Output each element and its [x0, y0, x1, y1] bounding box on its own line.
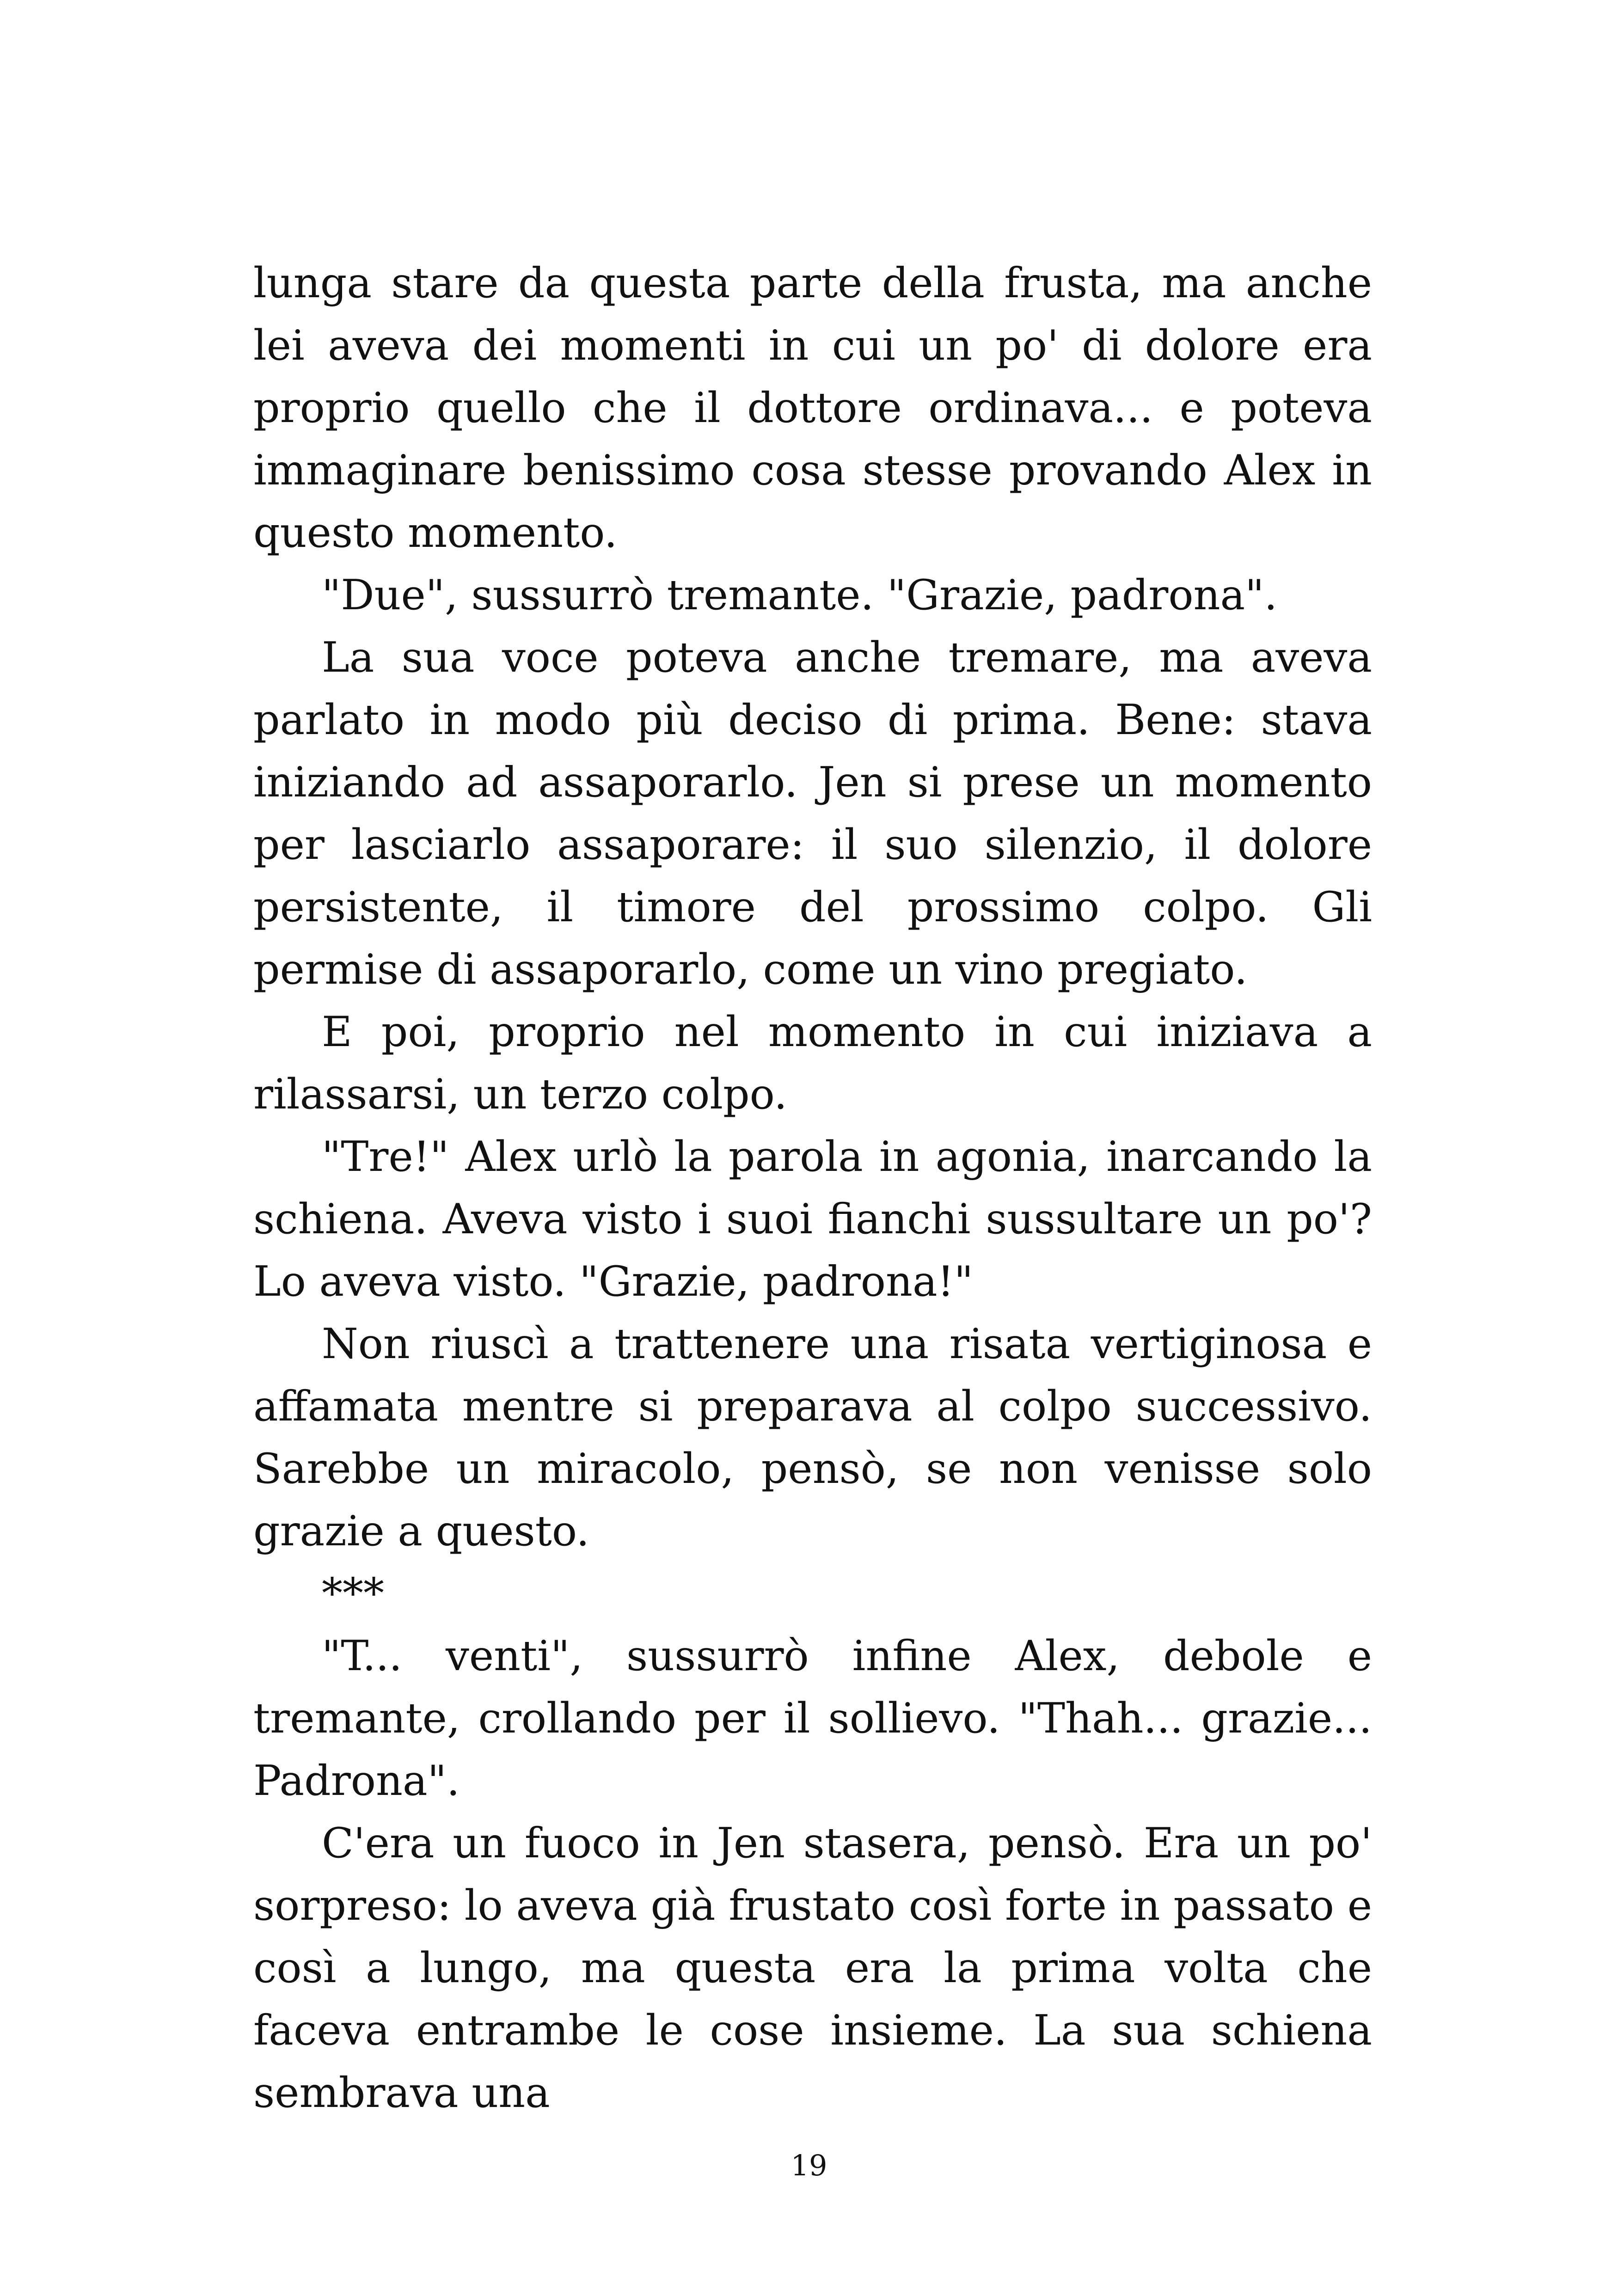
- body-text: [253, 252, 1372, 2124]
- paragraph-terzo-colpo: E poi, proprio nel momento in cui iniziava a rilassarsi, un terzo colpo.: [253, 1008, 1372, 1119]
- paragraph-fuoco: C'era un fuoco in Jen stasera, pensò. Era un po' sorpreso: lo aveva già frustato così forte in passato e così a lungo, ma questa era la prima volta che faceva entrambe le cose insieme. La sua schiena sembrava una: [253, 1819, 1372, 2117]
- paragraph-risata: Non riuscì a trattenere una risata vertiginosa e affamata mentre si preparava al colpo successivo. Sarebbe un miracolo, pensò, se non venisse solo grazie a questo.: [253, 1320, 1372, 1555]
- paragraph-dialogue-tre: "Tre!" Alex urlò la parola in agonia, inarcando la schiena. Aveva visto i suoi fianchi sussultare un po'? Lo aveva visto. "Grazie, padrona!": [253, 1133, 1372, 1306]
- page-number: 19: [791, 2149, 827, 2182]
- scene-break: ***: [322, 1569, 384, 1618]
- paragraph-continuation: lunga stare da questa parte della frusta, ma anche lei aveva dei momenti in cui un po' di dolore era proprio quello che il dottore ordinava... e poteva immaginare benissimo cosa stesse provando Alex in questo momento.: [253, 259, 1372, 557]
- paragraph-dialogue-due: "Due", sussurrò tremante. "Grazie, padrona".: [322, 571, 1278, 619]
- paragraph-voce: La sua voce poteva anche tremare, ma aveva parlato in modo più deciso di prima. Bene: stava iniziando ad assaporarlo. Jen si prese un momento per lasciarlo assaporare: il suo silenzio, il dolore persistente, il timore del prossimo colpo. Gli permise di assaporarlo, come un vino pregiato.: [253, 633, 1372, 994]
- paragraph-dialogue-venti: "T... venti", sussurrò infine Alex, debole e tremante, crollando per il sollievo. "Thah... grazie... Padrona".: [253, 1632, 1372, 1805]
